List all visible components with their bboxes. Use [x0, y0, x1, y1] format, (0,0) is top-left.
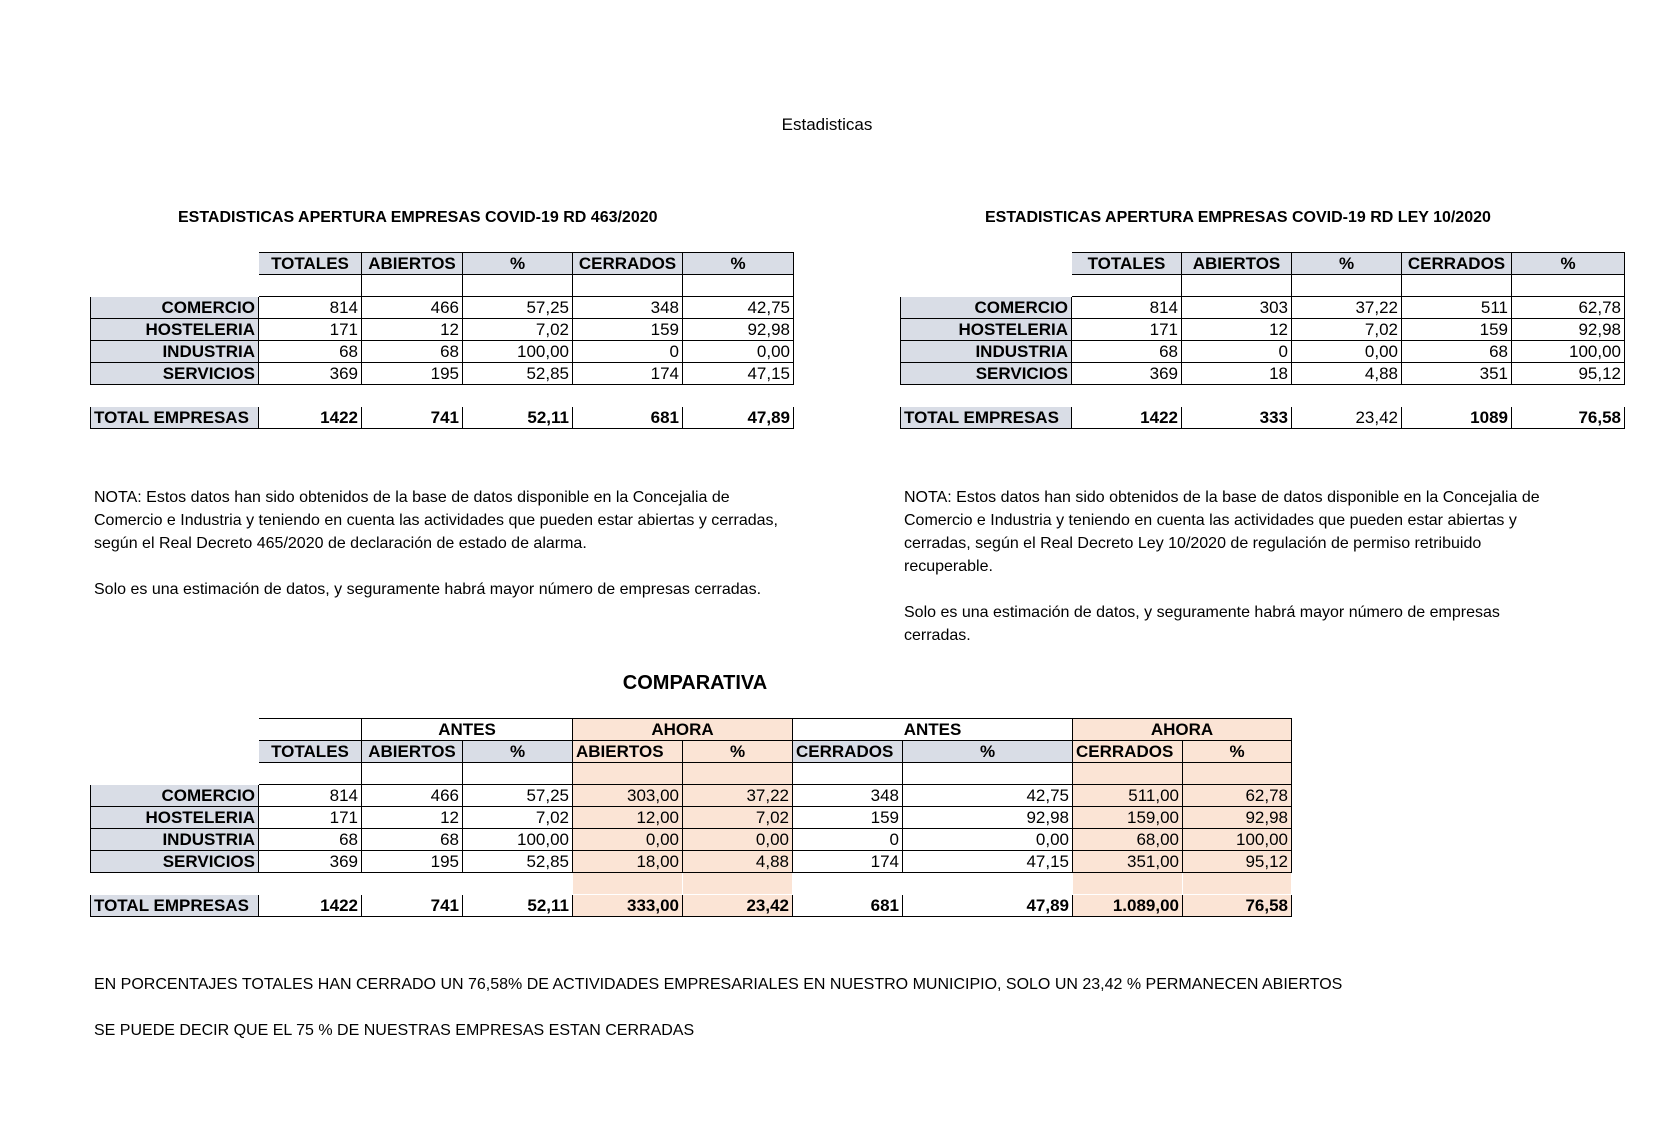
row-label: INDUSTRIA [901, 341, 1072, 363]
total-cell: 333,00 [573, 895, 683, 917]
cell: 57,25 [463, 297, 573, 319]
total-cell: 1422 [259, 407, 362, 429]
right-stats-table [900, 252, 1625, 429]
cell: 511,00 [1073, 785, 1183, 807]
total-label: TOTAL EMPRESAS [91, 895, 259, 917]
cell: 100,00 [463, 341, 573, 363]
table-row [91, 319, 794, 341]
row-label: SERVICIOS [91, 851, 259, 873]
table-row [901, 341, 1625, 363]
cell: 42,75 [903, 785, 1073, 807]
cell: 52,85 [463, 851, 573, 873]
cell: 0 [573, 341, 683, 363]
left-note [94, 486, 794, 601]
spacer-row [91, 873, 1292, 895]
cell: 195 [362, 851, 463, 873]
col-header: CERRADOS [793, 741, 903, 763]
col-header: % [903, 741, 1073, 763]
table-row [91, 297, 794, 319]
cell: 0,00 [573, 829, 683, 851]
group-header-ahora: AHORA [1073, 719, 1292, 741]
cell: 68 [259, 829, 362, 851]
row-label: SERVICIOS [91, 363, 259, 385]
col-header: TOTALES [259, 741, 362, 763]
table-row [901, 363, 1625, 385]
cell: 7,02 [463, 319, 573, 341]
total-cell: 1089 [1402, 407, 1512, 429]
cell: 12 [362, 319, 463, 341]
col-header: ABIERTOS [362, 741, 463, 763]
cell: 68 [362, 829, 463, 851]
total-cell: 1422 [259, 895, 362, 917]
cell: 369 [259, 363, 362, 385]
cell: 57,25 [463, 785, 573, 807]
cell: 466 [362, 785, 463, 807]
table-row [91, 341, 794, 363]
col-header: % [463, 741, 573, 763]
col-header: TOTALES [1072, 253, 1182, 275]
col-header: ABIERTOS [1182, 253, 1292, 275]
cell: 511 [1402, 297, 1512, 319]
total-cell: 47,89 [903, 895, 1073, 917]
note-paragraph: Solo es una estimación de datos, y seguramente habrá mayor número de empresas cerradas. [94, 581, 762, 598]
blank-row [91, 275, 794, 297]
right-note [904, 486, 1554, 647]
cell: 92,98 [1183, 807, 1292, 829]
cell: 171 [1072, 319, 1182, 341]
cell: 62,78 [1512, 297, 1625, 319]
cell: 92,98 [1512, 319, 1625, 341]
note-paragraph: NOTA: Estos datos han sido obtenidos de la base de datos disponible en la Concejalia de Comercio e Industria y teniendo en cuenta las actividades que pueden estar abiertas y cerradas, según el Real Decreto 465/2020 de declaración de estado de alarma. [94, 489, 778, 552]
col-header: ABIERTOS [362, 253, 463, 275]
cell: 68 [259, 341, 362, 363]
cell: 95,12 [1512, 363, 1625, 385]
group-header-row [91, 719, 1292, 741]
note-paragraph: NOTA: Estos datos han sido obtenidos de la base de datos disponible en la Concejalia de Comercio e Industria y teniendo en cuenta las actividades que pueden estar abiertas y cerradas, según el Real Decreto Ley 10/2020 de regulación de permiso retribuido recuperable. [904, 489, 1540, 575]
comparativa-title: COMPARATIVA [622, 672, 768, 694]
cell: 0 [793, 829, 903, 851]
cell: 7,02 [1292, 319, 1402, 341]
blank-row [901, 275, 1625, 297]
cell: 47,15 [903, 851, 1073, 873]
group-header-antes: ANTES [362, 719, 573, 741]
cell: 4,88 [1292, 363, 1402, 385]
total-cell: 47,89 [683, 407, 794, 429]
cell: 37,22 [683, 785, 793, 807]
cell: 466 [362, 297, 463, 319]
table-row [91, 851, 1292, 873]
cell: 42,75 [683, 297, 794, 319]
cell: 68 [362, 341, 463, 363]
total-cell: 23,42 [1292, 407, 1402, 429]
cell: 369 [259, 851, 362, 873]
table-row [91, 785, 1292, 807]
cell: 159 [793, 807, 903, 829]
cell: 0,00 [683, 829, 793, 851]
cell: 814 [259, 785, 362, 807]
cell: 814 [259, 297, 362, 319]
cell: 348 [573, 297, 683, 319]
total-label: TOTAL EMPRESAS [91, 407, 259, 429]
col-header: % [1512, 253, 1625, 275]
page-title: Estadisticas [781, 115, 873, 134]
cell: 159 [573, 319, 683, 341]
cell: 0 [1182, 341, 1292, 363]
cell: 0,00 [903, 829, 1073, 851]
cell: 171 [259, 319, 362, 341]
cell: 171 [259, 807, 362, 829]
header-row [91, 253, 794, 275]
cell: 92,98 [683, 319, 794, 341]
comparativa-table [90, 718, 1292, 917]
row-label: COMERCIO [901, 297, 1072, 319]
right-table-title: ESTADISTICAS APERTURA EMPRESAS COVID-19 RD LEY 10/2020 [985, 209, 1491, 226]
total-cell: 681 [793, 895, 903, 917]
total-row [901, 407, 1625, 429]
cell: 303 [1182, 297, 1292, 319]
cell: 12,00 [573, 807, 683, 829]
total-cell: 741 [362, 407, 463, 429]
total-cell: 1422 [1072, 407, 1182, 429]
left-stats-table [90, 252, 794, 429]
table-row [901, 297, 1625, 319]
cell: 62,78 [1183, 785, 1292, 807]
total-cell: 52,11 [463, 407, 573, 429]
note-paragraph: Solo es una estimación de datos, y seguramente habrá mayor número de empresas cerradas. [904, 604, 1500, 644]
cell: 351 [1402, 363, 1512, 385]
table-row [91, 807, 1292, 829]
blank-row [91, 763, 1292, 785]
group-header-ahora: AHORA [573, 719, 793, 741]
cell: 12 [1182, 319, 1292, 341]
col-header: CERRADOS [573, 253, 683, 275]
table-row [901, 319, 1625, 341]
col-header: TOTALES [259, 253, 362, 275]
cell: 174 [573, 363, 683, 385]
cell: 4,88 [683, 851, 793, 873]
cell: 7,02 [683, 807, 793, 829]
cell: 814 [1072, 297, 1182, 319]
total-cell: 52,11 [463, 895, 573, 917]
total-cell: 1.089,00 [1073, 895, 1183, 917]
total-cell: 76,58 [1512, 407, 1625, 429]
cell: 52,85 [463, 363, 573, 385]
cell: 68 [1402, 341, 1512, 363]
cell: 351,00 [1073, 851, 1183, 873]
cell: 47,15 [683, 363, 794, 385]
footer-line: EN PORCENTAJES TOTALES HAN CERRADO UN 76,58% DE ACTIVIDADES EMPRESARIALES EN NUESTRO MUNICIPIO, SOLO UN 23,42 % PERMANECEN ABIERTOS [94, 976, 1343, 993]
spacer-row [91, 385, 794, 407]
total-row [91, 895, 1292, 917]
cell: 68 [1072, 341, 1182, 363]
total-cell: 681 [573, 407, 683, 429]
cell: 100,00 [463, 829, 573, 851]
cell: 92,98 [903, 807, 1073, 829]
col-header: CERRADOS [1402, 253, 1512, 275]
total-cell: 333 [1182, 407, 1292, 429]
cell: 369 [1072, 363, 1182, 385]
row-label: COMERCIO [91, 297, 259, 319]
cell: 68,00 [1073, 829, 1183, 851]
table-row [91, 829, 1292, 851]
cell: 0,00 [1292, 341, 1402, 363]
row-label: HOSTELERIA [901, 319, 1072, 341]
table-row [91, 363, 794, 385]
row-label: INDUSTRIA [91, 829, 259, 851]
col-header: % [683, 741, 793, 763]
cell: 100,00 [1183, 829, 1292, 851]
row-label: SERVICIOS [901, 363, 1072, 385]
row-label: COMERCIO [91, 785, 259, 807]
cell: 12 [362, 807, 463, 829]
cell: 0,00 [683, 341, 794, 363]
cell: 348 [793, 785, 903, 807]
cell: 303,00 [573, 785, 683, 807]
header-row [901, 253, 1625, 275]
cell: 18,00 [573, 851, 683, 873]
total-cell: 76,58 [1183, 895, 1292, 917]
cell: 100,00 [1512, 341, 1625, 363]
total-label: TOTAL EMPRESAS [901, 407, 1072, 429]
col-header: ABIERTOS [573, 741, 683, 763]
row-label: HOSTELERIA [91, 319, 259, 341]
cell: 174 [793, 851, 903, 873]
total-cell: 741 [362, 895, 463, 917]
header-row [91, 741, 1292, 763]
group-header-antes: ANTES [793, 719, 1073, 741]
row-label: HOSTELERIA [91, 807, 259, 829]
footer-line: SE PUEDE DECIR QUE EL 75 % DE NUESTRAS EMPRESAS ESTAN CERRADAS [94, 1022, 695, 1039]
col-header: CERRADOS [1073, 741, 1183, 763]
cell: 159,00 [1073, 807, 1183, 829]
total-row [91, 407, 794, 429]
cell: 18 [1182, 363, 1292, 385]
cell: 7,02 [463, 807, 573, 829]
cell: 37,22 [1292, 297, 1402, 319]
col-header: % [1183, 741, 1292, 763]
cell: 95,12 [1183, 851, 1292, 873]
total-cell: 23,42 [683, 895, 793, 917]
left-table-title: ESTADISTICAS APERTURA EMPRESAS COVID-19 RD 463/2020 [178, 209, 658, 226]
col-header: % [1292, 253, 1402, 275]
col-header: % [683, 253, 794, 275]
cell: 195 [362, 363, 463, 385]
row-label: INDUSTRIA [91, 341, 259, 363]
col-header: % [463, 253, 573, 275]
spacer-row [901, 385, 1625, 407]
cell: 159 [1402, 319, 1512, 341]
